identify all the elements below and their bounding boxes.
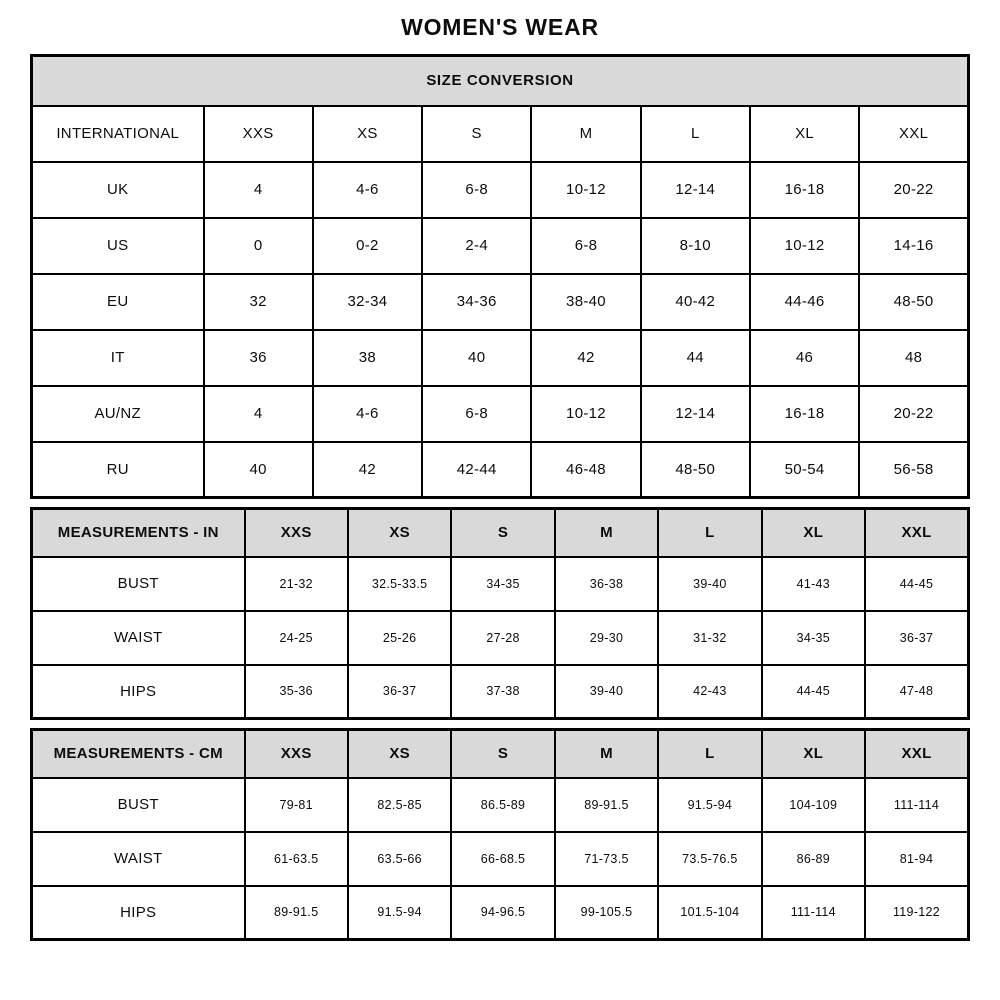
value-cell: 89-91.5 bbox=[555, 778, 658, 832]
value-cell: 41-43 bbox=[762, 557, 865, 611]
size-header-cell: S bbox=[451, 730, 554, 778]
value-cell: 111-114 bbox=[762, 886, 865, 940]
value-cell: 42-43 bbox=[658, 665, 761, 719]
size-header-cell: XXL bbox=[865, 730, 968, 778]
value-cell: 34-35 bbox=[451, 557, 554, 611]
size-header-cell: XS bbox=[348, 509, 451, 557]
value-cell: 32 bbox=[204, 274, 313, 330]
value-cell: 40 bbox=[422, 330, 531, 386]
value-cell: 66-68.5 bbox=[451, 832, 554, 886]
value-cell: 38 bbox=[313, 330, 422, 386]
table-row bbox=[32, 386, 969, 442]
table-header-row bbox=[32, 509, 969, 557]
value-cell: 48-50 bbox=[859, 274, 968, 330]
row-label-cell: HIPS bbox=[32, 665, 245, 719]
value-cell: 34-35 bbox=[762, 611, 865, 665]
table-row bbox=[32, 442, 969, 498]
value-cell: 25-26 bbox=[348, 611, 451, 665]
table-row bbox=[32, 778, 969, 832]
row-label-cell: US bbox=[32, 218, 204, 274]
value-cell: 56-58 bbox=[859, 442, 968, 498]
value-cell: 16-18 bbox=[750, 162, 859, 218]
value-cell: 36 bbox=[204, 330, 313, 386]
table-row bbox=[32, 330, 969, 386]
table-row bbox=[32, 665, 969, 719]
value-cell: 8-10 bbox=[641, 218, 750, 274]
size-header-cell: XL bbox=[750, 106, 859, 162]
size-header-cell: S bbox=[451, 509, 554, 557]
value-cell: 6-8 bbox=[531, 218, 640, 274]
page-title: WOMEN'S WEAR bbox=[401, 14, 599, 40]
value-cell: 36-37 bbox=[348, 665, 451, 719]
size-header-cell: XL bbox=[762, 509, 865, 557]
row-label-cell: HIPS bbox=[32, 886, 245, 940]
value-cell: 4-6 bbox=[313, 386, 422, 442]
value-cell: 91.5-94 bbox=[658, 778, 761, 832]
table-header-row bbox=[32, 106, 969, 162]
value-cell: 4 bbox=[204, 162, 313, 218]
row-label-cell: IT bbox=[32, 330, 204, 386]
size-header-cell: M bbox=[555, 730, 658, 778]
size-header-cell: L bbox=[658, 730, 761, 778]
value-cell: 104-109 bbox=[762, 778, 865, 832]
value-cell: 63.5-66 bbox=[348, 832, 451, 886]
value-cell: 20-22 bbox=[859, 386, 968, 442]
value-cell: 24-25 bbox=[245, 611, 348, 665]
row-label-cell: UK bbox=[32, 162, 204, 218]
measurements-in-table bbox=[30, 507, 970, 720]
value-cell: 27-28 bbox=[451, 611, 554, 665]
size-header-cell: M bbox=[531, 106, 640, 162]
value-cell: 40-42 bbox=[641, 274, 750, 330]
value-cell: 10-12 bbox=[531, 162, 640, 218]
value-cell: 10-12 bbox=[750, 218, 859, 274]
value-cell: 14-16 bbox=[859, 218, 968, 274]
measurements-in-table-body bbox=[32, 509, 969, 719]
value-cell: 73.5-76.5 bbox=[658, 832, 761, 886]
size-header-cell: S bbox=[422, 106, 531, 162]
value-cell: 6-8 bbox=[422, 162, 531, 218]
value-cell: 20-22 bbox=[859, 162, 968, 218]
value-cell: 42 bbox=[531, 330, 640, 386]
value-cell: 4-6 bbox=[313, 162, 422, 218]
value-cell: 111-114 bbox=[865, 778, 968, 832]
size-header-cell: XXS bbox=[204, 106, 313, 162]
value-cell: 81-94 bbox=[865, 832, 968, 886]
value-cell: 89-91.5 bbox=[245, 886, 348, 940]
value-cell: 32.5-33.5 bbox=[348, 557, 451, 611]
size-conversion-table-body bbox=[32, 56, 969, 498]
value-cell: 16-18 bbox=[750, 386, 859, 442]
table-row bbox=[32, 832, 969, 886]
value-cell: 44-45 bbox=[762, 665, 865, 719]
value-cell: 12-14 bbox=[641, 162, 750, 218]
value-cell: 42 bbox=[313, 442, 422, 498]
value-cell: 71-73.5 bbox=[555, 832, 658, 886]
size-conversion-table bbox=[30, 54, 970, 499]
size-header-cell: XS bbox=[313, 106, 422, 162]
value-cell: 40 bbox=[204, 442, 313, 498]
value-cell: 12-14 bbox=[641, 386, 750, 442]
value-cell: 119-122 bbox=[865, 886, 968, 940]
table-header-row bbox=[32, 730, 969, 778]
value-cell: 99-105.5 bbox=[555, 886, 658, 940]
row-label-cell: BUST bbox=[32, 778, 245, 832]
value-cell: 44 bbox=[641, 330, 750, 386]
table-row bbox=[32, 218, 969, 274]
measurements-cm-table bbox=[30, 728, 970, 941]
value-cell: 38-40 bbox=[531, 274, 640, 330]
value-cell: 47-48 bbox=[865, 665, 968, 719]
value-cell: 48-50 bbox=[641, 442, 750, 498]
value-cell: 31-32 bbox=[658, 611, 761, 665]
row-label-cell: RU bbox=[32, 442, 204, 498]
row-label-cell: EU bbox=[32, 274, 204, 330]
measurements-cm-table-body bbox=[32, 730, 969, 940]
value-cell: 79-81 bbox=[245, 778, 348, 832]
value-cell: 46-48 bbox=[531, 442, 640, 498]
table-title: SIZE CONVERSION bbox=[32, 56, 969, 106]
value-cell: 35-36 bbox=[245, 665, 348, 719]
value-cell: 39-40 bbox=[658, 557, 761, 611]
value-cell: 48 bbox=[859, 330, 968, 386]
value-cell: 21-32 bbox=[245, 557, 348, 611]
row-label-cell: BUST bbox=[32, 557, 245, 611]
size-header-cell: L bbox=[641, 106, 750, 162]
size-header-cell: XXL bbox=[859, 106, 968, 162]
size-header-cell: XXS bbox=[245, 509, 348, 557]
value-cell: 44-45 bbox=[865, 557, 968, 611]
value-cell: 86-89 bbox=[762, 832, 865, 886]
table-title-row bbox=[32, 56, 969, 106]
value-cell: 0 bbox=[204, 218, 313, 274]
header-label-cell: MEASUREMENTS - CM bbox=[32, 730, 245, 778]
value-cell: 32-34 bbox=[313, 274, 422, 330]
value-cell: 37-38 bbox=[451, 665, 554, 719]
value-cell: 44-46 bbox=[750, 274, 859, 330]
size-header-cell: M bbox=[555, 509, 658, 557]
table-row bbox=[32, 162, 969, 218]
table-row bbox=[32, 886, 969, 940]
row-label-cell: AU/NZ bbox=[32, 386, 204, 442]
value-cell: 36-37 bbox=[865, 611, 968, 665]
value-cell: 61-63.5 bbox=[245, 832, 348, 886]
value-cell: 36-38 bbox=[555, 557, 658, 611]
table-row bbox=[32, 274, 969, 330]
value-cell: 10-12 bbox=[531, 386, 640, 442]
value-cell: 50-54 bbox=[750, 442, 859, 498]
value-cell: 39-40 bbox=[555, 665, 658, 719]
size-header-cell: XXL bbox=[865, 509, 968, 557]
value-cell: 6-8 bbox=[422, 386, 531, 442]
row-label-cell: WAIST bbox=[32, 611, 245, 665]
size-header-cell: XXS bbox=[245, 730, 348, 778]
value-cell: 46 bbox=[750, 330, 859, 386]
value-cell: 86.5-89 bbox=[451, 778, 554, 832]
value-cell: 34-36 bbox=[422, 274, 531, 330]
value-cell: 91.5-94 bbox=[348, 886, 451, 940]
value-cell: 29-30 bbox=[555, 611, 658, 665]
value-cell: 0-2 bbox=[313, 218, 422, 274]
value-cell: 42-44 bbox=[422, 442, 531, 498]
header-label-cell: MEASUREMENTS - IN bbox=[32, 509, 245, 557]
row-label-cell: WAIST bbox=[32, 832, 245, 886]
header-label-cell: INTERNATIONAL bbox=[32, 106, 204, 162]
value-cell: 4 bbox=[204, 386, 313, 442]
table-row bbox=[32, 557, 969, 611]
size-header-cell: L bbox=[658, 509, 761, 557]
table-row bbox=[32, 611, 969, 665]
value-cell: 82.5-85 bbox=[348, 778, 451, 832]
value-cell: 2-4 bbox=[422, 218, 531, 274]
value-cell: 101.5-104 bbox=[658, 886, 761, 940]
value-cell: 94-96.5 bbox=[451, 886, 554, 940]
size-header-cell: XS bbox=[348, 730, 451, 778]
size-header-cell: XL bbox=[762, 730, 865, 778]
